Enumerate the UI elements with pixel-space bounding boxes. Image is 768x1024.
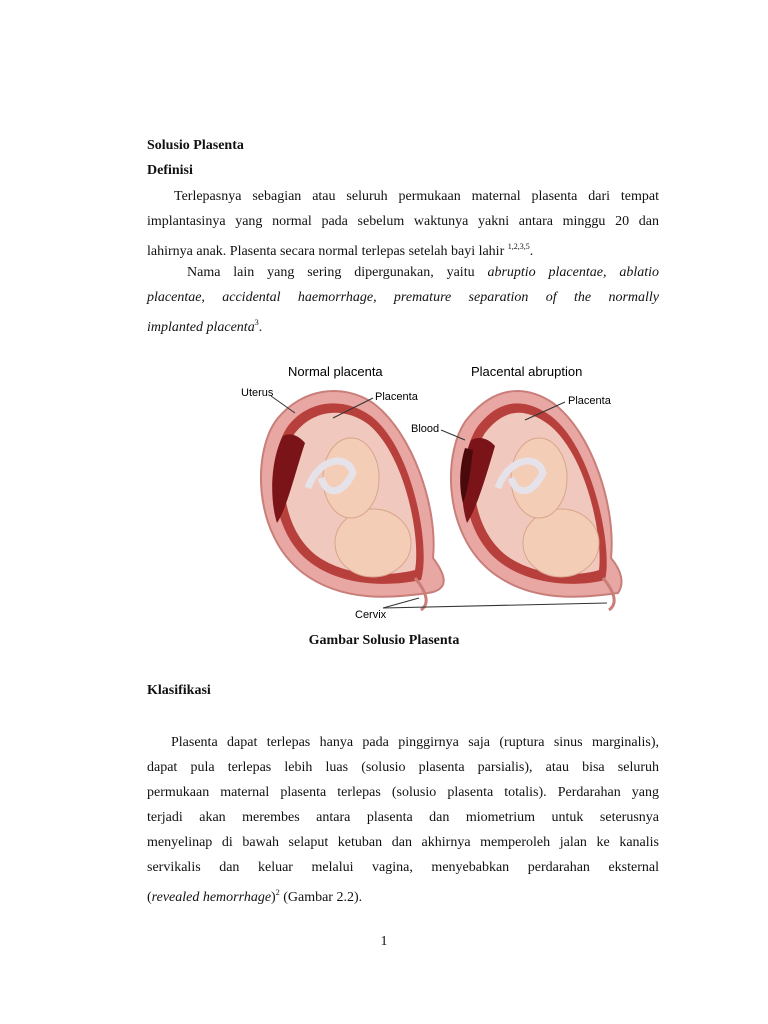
definisi-paragraph-1 [147,184,659,264]
text-run: ) [271,890,276,905]
text-run: Nama lain yang sering dipergunakan, yaitu [187,265,488,280]
klasifikasi-paragraph [147,730,659,910]
text-line: menyelinap di bawah selaput ketuban dan akhirnya memperoleh jalan ke kanalis [147,835,659,850]
text-italic: implanted placenta [147,320,255,335]
text-line: implantasinya yang normal pada sebelum waktunya yakni antara minggu 20 dan [147,214,659,229]
text-line: Plasenta dapat terlepas hanya pada pinggirnya saja (ruptura sinus marginalis), [171,735,659,750]
citation-superscript: 1,2,3,5 [507,242,530,251]
text-line [147,260,659,285]
text-line [147,285,659,310]
text-line [147,880,659,910]
citation-superscript: 3 [254,318,259,327]
figure-caption: Gambar Solusio Plasenta [308,633,460,648]
placenta-label-left: Placenta [375,391,418,403]
text-italic: abruptio placentae, ablatio [487,265,659,280]
text-run: (Gambar 2.2). [279,890,363,905]
normal-placenta-title: Normal placenta [288,364,383,379]
klasifikasi-heading: Klasifikasi [147,683,211,698]
placenta-label-right: Placenta [568,395,611,407]
text-line: permukaan maternal plasenta terlepas (solusio plasenta totalis). Perdarahan yang [147,785,659,800]
text-run: . [258,320,263,335]
blood-label: Blood [411,423,440,435]
definisi-paragraph-2 [147,260,659,340]
text-run: ( [147,890,152,905]
text-line: dapat pula terlepas lebih luas (solusio plasenta parsialis), atau bisa seluruh [147,760,659,775]
placenta-figure [233,358,623,620]
text-line: servikalis dan keluar melalui vagina, menyebabkan perdarahan eksternal [147,860,659,875]
cervix-label: Cervix [355,609,387,620]
page-number: 1 [380,934,388,949]
placenta-illustration [233,358,623,620]
definisi-heading: Definisi [147,163,193,178]
text-run: . [529,244,534,259]
text-line [147,310,659,340]
abruption-uterus-drawing [451,391,622,610]
text-line: terjadi akan merembes antara plasenta dan miometrium untuk seterusnya [147,810,659,825]
citation-superscript: 2 [275,888,280,897]
text-italic: revealed hemorrhage [151,890,272,905]
placental-abruption-title: Placental abruption [471,364,583,379]
uterus-label: Uterus [241,387,274,399]
text-italic: placentae, accidental haemorrhage, premature separation of the normally [147,290,659,305]
text-line: Terlepasnya sebagian atau seluruh permukaan maternal plasenta dari tempat [174,189,659,204]
text-run: lahirnya anak. Plasenta secara normal terlepas setelah bayi lahir [147,244,508,259]
document-title: Solusio Plasenta [147,138,244,153]
